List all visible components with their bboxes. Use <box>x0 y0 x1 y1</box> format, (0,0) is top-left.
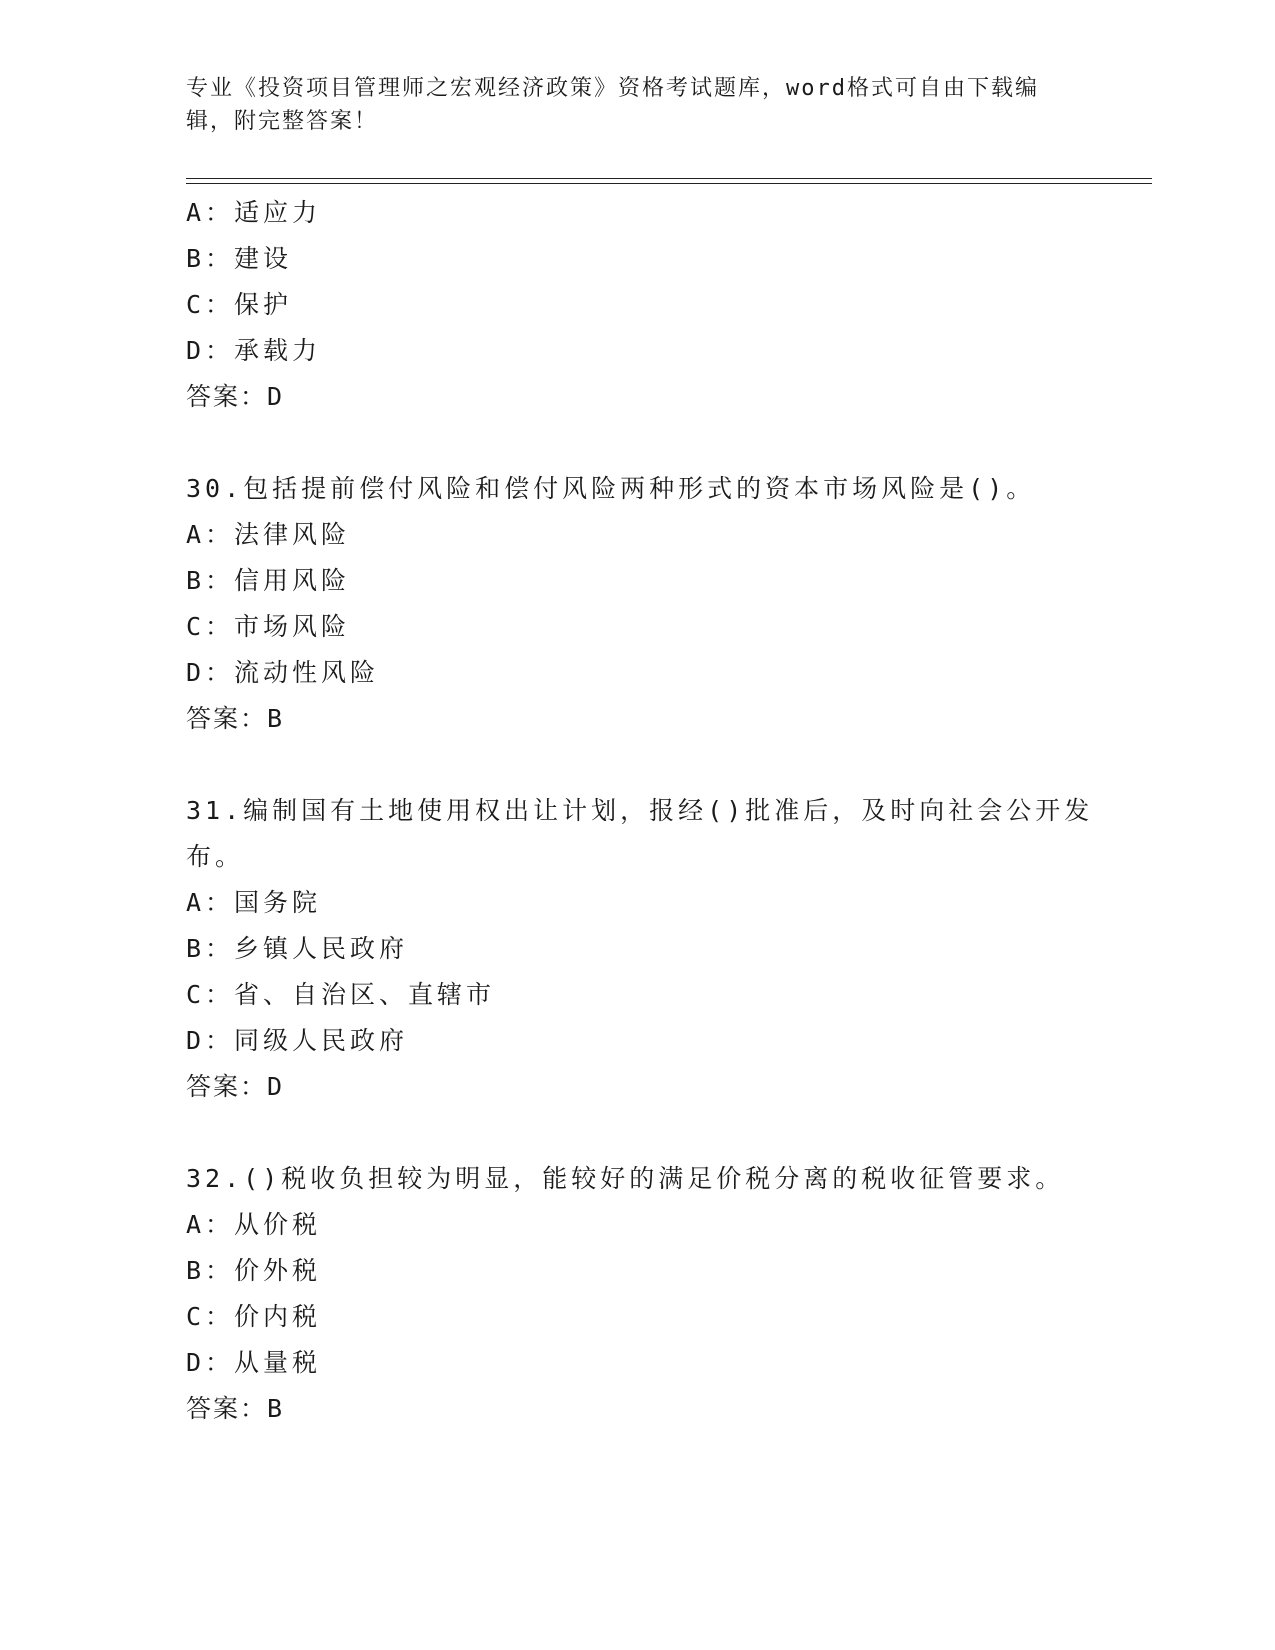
option-b: B：信用风险 <box>186 566 351 595</box>
question-text: 30.包括提前偿付风险和偿付风险两种形式的资本市场风险是()。 <box>186 474 1036 503</box>
option-b: B：价外税 <box>186 1256 322 1285</box>
option-a: A：国务院 <box>186 888 322 917</box>
question-text-line-1: 31.编制国有土地使用权出让计划，报经()批准后，及时向社会公开发 <box>186 796 1094 825</box>
question-30 <box>186 466 1086 742</box>
option-a: A：法律风险 <box>186 520 351 549</box>
document-header <box>186 72 1086 138</box>
option-c: C：价内税 <box>186 1302 322 1331</box>
question-32 <box>186 1156 1086 1432</box>
question-list <box>186 190 1094 1432</box>
answer: 答案：B <box>186 704 285 733</box>
header-line-1: 专业《投资项目管理师之宏观经济政策》资格考试题库，word格式可自由下载编 <box>186 76 1039 101</box>
answer: 答案：B <box>186 1394 285 1423</box>
option-c: C：市场风险 <box>186 612 351 641</box>
answer: 答案：D <box>186 1072 285 1101</box>
option-b: B：建设 <box>186 244 293 273</box>
option-c: C：省、自治区、直辖市 <box>186 980 496 1009</box>
option-d: D：同级人民政府 <box>186 1026 409 1055</box>
answer: 答案：D <box>186 382 285 411</box>
option-d: D：流动性风险 <box>186 658 380 687</box>
question-text-line-2: 布。 <box>186 842 245 871</box>
option-a: A：适应力 <box>186 198 322 227</box>
header-divider-top <box>186 178 1152 179</box>
header-line-2: 辑，附完整答案！ <box>186 109 379 134</box>
question-29-partial <box>186 190 1086 420</box>
question-31 <box>186 788 1094 1110</box>
option-b: B：乡镇人民政府 <box>186 934 409 963</box>
header-divider-bottom <box>186 183 1152 184</box>
option-c: C：保护 <box>186 290 293 319</box>
option-a: A：从价税 <box>186 1210 322 1239</box>
question-text: 32.()税收负担较为明显，能较好的满足价税分离的税收征管要求。 <box>186 1164 1065 1193</box>
option-d: D：承载力 <box>186 336 322 365</box>
option-d: D：从量税 <box>186 1348 322 1377</box>
